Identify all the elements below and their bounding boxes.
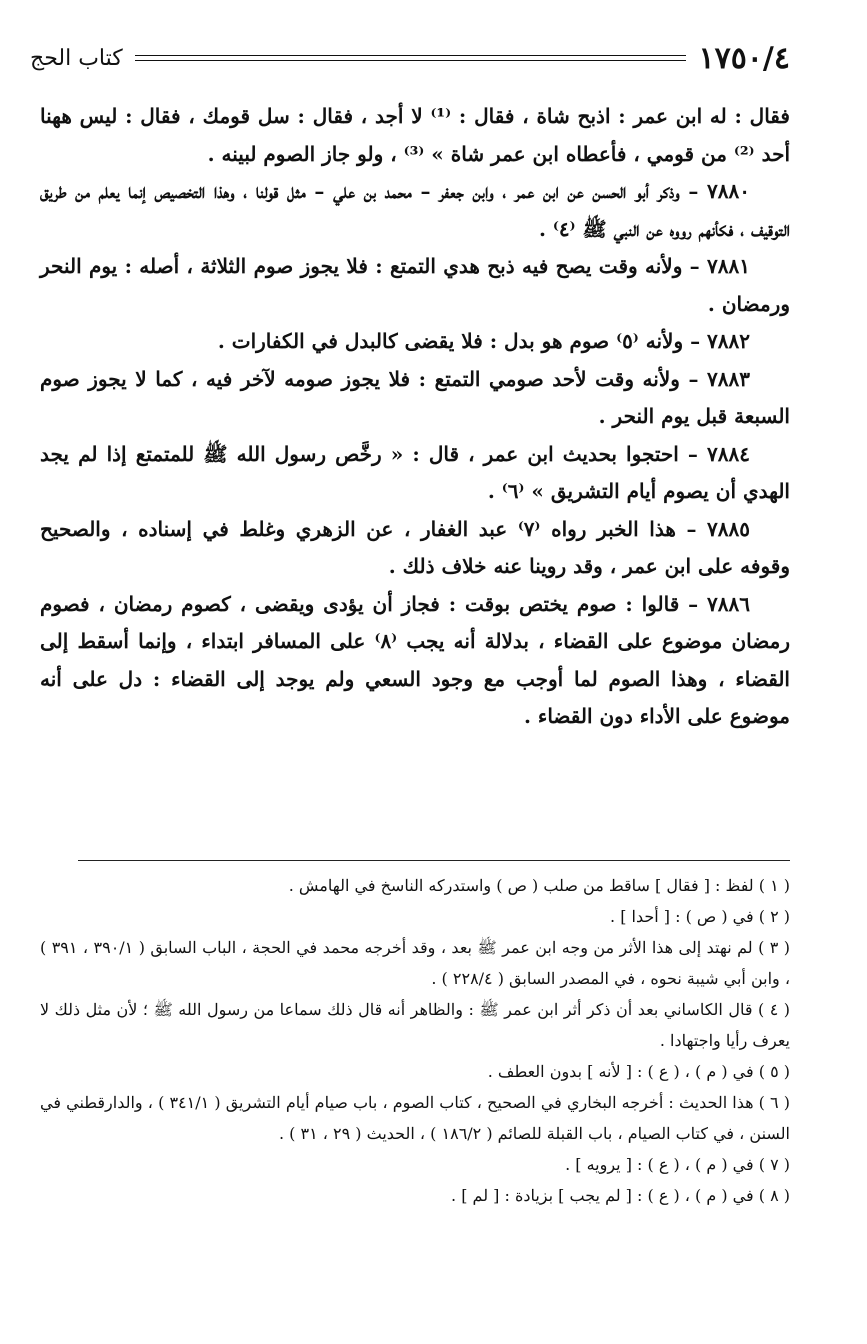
page-header — [30, 38, 790, 78]
paragraph — [40, 323, 790, 361]
paragraph-number: ٧٨٨٤ — [707, 441, 750, 466]
paragraph-number: ٧٨٨٣ — [707, 366, 750, 391]
paragraph-text: – ولأنه وقت يصح فيه ذبح هدي التمتع : فلا يجوز صوم الثلاثة ، أصله : يوم النحر ورمضان . — [40, 254, 790, 316]
paragraph-text: – وذكر أبو الحسن عن ابن عمر ، وابن جعفر – محمد بن علي – مثل قولنا ، وهذا التخصيص إنما يعلم من طريق التوقيف ، فكأنهم رووه عن النبي ﷺ ⁽٤⁾ . — [40, 179, 790, 241]
paragraph — [40, 361, 790, 436]
footnote: ( ٥ ) في ( م ) ، ( ع ) : [ لأنه ] بدون العطف . — [487, 1062, 790, 1081]
paragraph-number: ٧٨٨٦ — [707, 591, 750, 616]
paragraph — [40, 173, 790, 248]
paragraph-text: فقال : له ابن عمر : اذبح شاة ، فقال : ⁽¹⁾ لا أجد ، فقال : سل قومك ، فقال : ليس ههنا أحد ⁽²⁾ من قومي ، فأعطاه ابن عمر شاة » ⁽³⁾ ، ولو جاز الصوم لبينه . — [40, 104, 790, 166]
paragraph-number: ٧٨٨١ — [707, 254, 750, 278]
footnote-separator — [78, 860, 790, 861]
paragraph-text: – قالوا : صوم يختص بوقت : فجاز أن يؤدى ويقضى ، كصوم رمضان ، فصوم رمضان موضوع على القضاء ، بدلالة أنه يجب ⁽٨⁾ على المسافر ابتداء ، وإنما أسقط إلى القضاء ، وهذا الصوم لما أوجب مع وجود السعي ولم يوجد إلى القضاء : دل على أنه موضوع على الأداء دون القضاء . — [40, 591, 790, 728]
paragraph-text: – هذا الخبر رواه ⁽٧⁾ عبد الغفار ، عن الزهري وغلط في إسناده ، والصحيح وقوفه على ابن عمر ، وقد روينا عنه خلاف ذلك . — [40, 516, 790, 578]
paragraph-number: ٧٨٨٠ — [707, 179, 750, 203]
paragraph — [40, 586, 790, 736]
running-head: كتاب الحج — [30, 45, 123, 71]
footnote: ( ٤ ) قال الكاساني بعد أن ذكر أثر ابن عمر ﷺ : والظاهر أنه قال ذلك سماعا من رسول الله ﷺ ؛ لأن مثل ذلك لا يعرف رأيا واجتهادا . — [40, 1000, 791, 1050]
footnote: ( ٧ ) في ( م ) ، ( ع ) : [ يرويه ] . — [565, 1155, 790, 1174]
footnote: ( ٨ ) في ( م ) ، ( ع ) : [ لم يجب ] بزيادة : [ لم ] . — [451, 1186, 790, 1205]
paragraph-text: – ولأنه وقت لأحد صومي التمتع : فلا يجوز صومه لآخر فيه ، كما لا يجوز صوم السبعة قبل يوم النحر . — [40, 366, 790, 428]
paragraph-number: ٧٨٨٥ — [707, 516, 751, 541]
page-number: ١٧٥٠/٤ — [698, 40, 790, 76]
paragraph-text: – ولأنه ⁽٥⁾ صوم هو بدل : فلا يقضى كالبدل في الكفارات . — [217, 329, 708, 353]
footnote: ( ٢ ) في ( ص ) : [ أحدا ] . — [610, 907, 790, 926]
paragraph — [40, 436, 790, 511]
footnote: ( ١ ) لفظ : [ فقال ] ساقط من صلب ( ص ) واستدركه الناسخ في الهامش . — [288, 876, 790, 895]
paragraph-text: – احتجوا بحديث ابن عمر ، قال : « رخَّص رسول الله ﷺ للمتمتع إذا لم يجد الهدي أن يصوم أيام التشريق » ⁽٦⁾ . — [40, 441, 790, 503]
header-rule — [135, 55, 687, 61]
footnote: ( ٦ ) هذا الحديث : أخرجه البخاري في الصحيح ، كتاب الصوم ، باب صيام أيام التشريق ( ٣٤١/١ ) ، والدارقطني في السنن ، في كتاب الصيام ، باب القبلة للصائم ( ١٨٦/٢ ) ، الحديث ( ٢٩ ، ٣١ ) . — [40, 1093, 791, 1143]
paragraph — [40, 248, 790, 323]
paragraph-number: ٧٨٨٢ — [707, 329, 750, 353]
paragraph — [40, 98, 790, 173]
footnote: ( ٣ ) لم نهتد إلى هذا الأثر من وجه ابن عمر ﷺ بعد ، وقد أخرجه محمد في الحجة ، الباب السابق ( ٣٩٠/١ ، ٣٩١ ) ، وابن أبي شيبة نحوه ، في المصدر السابق ( ٢٢٨/٤ ) . — [40, 938, 791, 988]
paragraph — [40, 511, 790, 586]
footnotes — [40, 870, 790, 1211]
main-text — [40, 98, 790, 736]
